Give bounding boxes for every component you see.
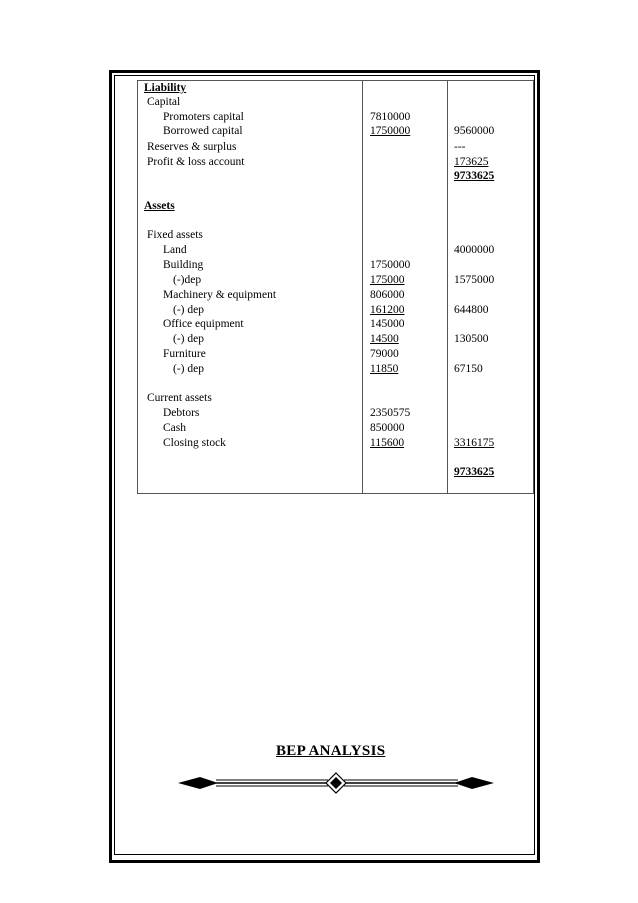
machinery-total: 644800	[454, 304, 489, 316]
furniture-label: Furniture	[163, 348, 206, 360]
machinery-dep-value: 161200	[370, 304, 405, 316]
profit-loss-label: Profit & loss account	[147, 156, 245, 168]
office-total: 130500	[454, 333, 489, 345]
promoters-capital-value: 7810000	[370, 111, 411, 123]
cash-value: 850000	[370, 422, 405, 434]
current-assets-label: Current assets	[147, 392, 212, 404]
building-dep-value: 175000	[370, 274, 405, 286]
closing-stock-value: 115600	[370, 437, 405, 449]
building-total: 1575000	[454, 274, 495, 286]
furniture-dep-value: 11850	[370, 363, 399, 375]
closing-stock-label: Closing stock	[163, 437, 226, 449]
office-equipment-label: Office equipment	[163, 318, 244, 330]
liability-heading: Liability	[144, 82, 187, 94]
office-equipment-value: 145000	[370, 318, 405, 330]
section-title: BEP ANALYSIS	[276, 743, 386, 759]
office-dep-value: 14500	[370, 333, 399, 345]
assets-grand-total: 9733625	[454, 466, 495, 478]
office-dep-label: (-) dep	[173, 333, 204, 345]
table-divider-1	[362, 80, 363, 494]
building-dep-label: (-)dep	[173, 274, 202, 286]
table-divider-2	[447, 80, 448, 494]
reserves-label: Reserves & surplus	[147, 141, 237, 153]
building-value: 1750000	[370, 259, 411, 271]
cash-label: Cash	[163, 422, 186, 434]
capital-total: 9560000	[454, 125, 495, 137]
furniture-value: 79000	[370, 348, 399, 360]
machinery-dep-label: (-) dep	[173, 304, 204, 316]
machinery-value: 806000	[370, 289, 405, 301]
fixed-assets-label: Fixed assets	[147, 229, 203, 241]
current-assets-total: 3316175	[454, 437, 495, 449]
divider-ornament	[178, 770, 494, 796]
capital-label: Capital	[147, 96, 181, 108]
land-label: Land	[163, 244, 187, 256]
reserves-total: ---	[454, 141, 466, 153]
debtors-label: Debtors	[163, 407, 200, 419]
assets-heading: Assets	[144, 200, 175, 212]
borrowed-capital-label: Borrowed capital	[163, 125, 243, 137]
building-label: Building	[163, 259, 204, 271]
promoters-capital-label: Promoters capital	[163, 111, 244, 123]
furniture-total: 67150	[454, 363, 483, 375]
profit-loss-total: 173625	[454, 156, 489, 168]
borrowed-capital-value: 1750000	[370, 125, 411, 137]
furniture-dep-label: (-) dep	[173, 363, 204, 375]
land-total: 4000000	[454, 244, 495, 256]
debtors-value: 2350575	[370, 407, 411, 419]
machinery-label: Machinery & equipment	[163, 289, 277, 301]
liability-grand-total: 9733625	[454, 170, 495, 182]
